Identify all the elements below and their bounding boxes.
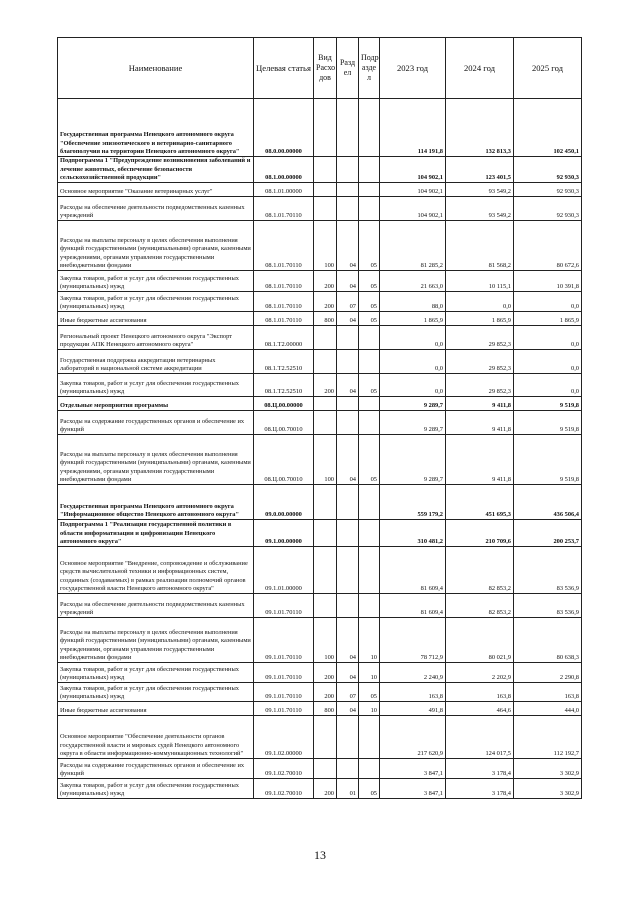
- budget-table: [57, 37, 582, 799]
- cell-y2025: 83 536,9: [514, 547, 582, 594]
- cell-name: Подпрограмма 1 "Реализация государственной политики в области информатизации и цифровизации Ненецкого автономного округа": [58, 520, 254, 547]
- table-row: [58, 312, 582, 326]
- cell-pr: 05: [359, 683, 380, 702]
- table-row: [58, 292, 582, 312]
- cell-y2023: 0,0: [380, 326, 446, 350]
- cell-y2023: 9 289,7: [380, 397, 446, 411]
- cell-vid: 100: [314, 221, 337, 271]
- table-row: [58, 716, 582, 759]
- cell-name: Государственная программа Ненецкого автономного округа "Обеспечение эпизоотического и ветеринарно-санитарного благополучия на территории Ненецкого автономного округа": [58, 99, 254, 157]
- cell-code: 08.Ц.00.70010: [254, 435, 314, 485]
- cell-code: 09.1.01.70110: [254, 618, 314, 663]
- cell-rz: [337, 197, 359, 221]
- header-section: Разд ел: [337, 38, 359, 99]
- cell-y2023: 81 285,2: [380, 221, 446, 271]
- cell-name: Государственная программа Ненецкого автономного округа "Информационное общество Ненецкого автономного округа": [58, 485, 254, 520]
- cell-code: 09.1.01.70110: [254, 663, 314, 683]
- cell-rz: [337, 547, 359, 594]
- cell-y2025: 3 302,9: [514, 779, 582, 799]
- cell-y2024: 3 178,4: [446, 779, 514, 799]
- cell-code: 09.1.01.70110: [254, 683, 314, 702]
- cell-y2025: 444,0: [514, 702, 582, 716]
- cell-y2025: 80 672,6: [514, 221, 582, 271]
- cell-vid: [314, 350, 337, 374]
- cell-y2023: 9 289,7: [380, 411, 446, 435]
- cell-name: Основное мероприятие "Оказание ветеринарных услуг": [58, 183, 254, 197]
- cell-vid: 200: [314, 374, 337, 397]
- cell-rz: 04: [337, 221, 359, 271]
- cell-y2025: 3 302,9: [514, 759, 582, 779]
- cell-pr: 10: [359, 663, 380, 683]
- table-row: [58, 221, 582, 271]
- cell-vid: [314, 157, 337, 183]
- cell-y2024: 464,6: [446, 702, 514, 716]
- cell-pr: [359, 485, 380, 520]
- cell-y2025: 1 865,9: [514, 312, 582, 326]
- cell-code: 08.1.Т2.52510: [254, 350, 314, 374]
- cell-name: Иные бюджетные ассигнования: [58, 702, 254, 716]
- cell-name: Отдельные мероприятия программы: [58, 397, 254, 411]
- cell-vid: 200: [314, 271, 337, 292]
- cell-rz: [337, 326, 359, 350]
- cell-name: Закупка товаров, работ и услуг для обеспечения государственных (муниципальных) нужд: [58, 683, 254, 702]
- cell-code: 09.1.01.70110: [254, 594, 314, 618]
- cell-pr: [359, 197, 380, 221]
- cell-y2024: 9 411,8: [446, 411, 514, 435]
- cell-vid: [314, 99, 337, 157]
- cell-rz: [337, 520, 359, 547]
- cell-y2023: 104 902,1: [380, 197, 446, 221]
- cell-name: Закупка товаров, работ и услуг для обеспечения государственных (муниципальных) нужд: [58, 271, 254, 292]
- cell-y2023: 88,0: [380, 292, 446, 312]
- header-expense-type: Вид Расхо дов: [314, 38, 337, 99]
- cell-code: 09.1.01.00000: [254, 547, 314, 594]
- cell-vid: [314, 183, 337, 197]
- cell-y2024: 9 411,8: [446, 397, 514, 411]
- cell-y2024: 29 852,3: [446, 350, 514, 374]
- cell-y2025: 92 930,3: [514, 197, 582, 221]
- cell-pr: [359, 520, 380, 547]
- cell-y2025: 0,0: [514, 326, 582, 350]
- cell-rz: 04: [337, 271, 359, 292]
- header-year-2024: 2024 год: [446, 38, 514, 99]
- cell-name: Расходы на выплаты персоналу в целях обеспечения выполнения функций государственными (муниципальными) органами, казенными учреждениями, органами управления государственными внебюджетными фондами: [58, 221, 254, 271]
- table-row: [58, 197, 582, 221]
- cell-name: Основное мероприятие "Обеспечение деятельности органов государственной власти и мировых судей Ненецкого автономного округа в области информационно-коммуникационных технологий": [58, 716, 254, 759]
- cell-y2023: 491,8: [380, 702, 446, 716]
- cell-name: Расходы на обеспечение деятельности подведомственных казенных учреждений: [58, 594, 254, 618]
- cell-pr: [359, 157, 380, 183]
- cell-name: Закупка товаров, работ и услуг для обеспечения государственных (муниципальных) нужд: [58, 779, 254, 799]
- cell-y2025: 102 450,1: [514, 99, 582, 157]
- cell-y2025: 0,0: [514, 292, 582, 312]
- cell-vid: 800: [314, 312, 337, 326]
- cell-rz: [337, 157, 359, 183]
- cell-y2023: 21 663,0: [380, 271, 446, 292]
- cell-y2024: 93 549,2: [446, 197, 514, 221]
- cell-y2024: 81 568,2: [446, 221, 514, 271]
- cell-y2024: 10 115,1: [446, 271, 514, 292]
- cell-code: 08.1.01.70110: [254, 197, 314, 221]
- table-row: [58, 759, 582, 779]
- cell-y2024: 210 709,6: [446, 520, 514, 547]
- cell-y2025: 2 290,8: [514, 663, 582, 683]
- cell-y2024: 0,0: [446, 292, 514, 312]
- cell-y2023: 1 865,9: [380, 312, 446, 326]
- cell-pr: [359, 183, 380, 197]
- cell-rz: 04: [337, 435, 359, 485]
- header-year-2025: 2025 год: [514, 38, 582, 99]
- program-row: [58, 485, 582, 520]
- cell-y2024: 3 178,4: [446, 759, 514, 779]
- cell-name: Расходы на содержание государственных органов и обеспечение их функций: [58, 759, 254, 779]
- cell-y2023: 559 179,2: [380, 485, 446, 520]
- cell-y2023: 9 289,7: [380, 435, 446, 485]
- cell-name: Иные бюджетные ассигнования: [58, 312, 254, 326]
- cell-y2023: 104 902,1: [380, 183, 446, 197]
- cell-y2023: 310 481,2: [380, 520, 446, 547]
- cell-y2025: 92 930,3: [514, 157, 582, 183]
- table-row: [58, 594, 582, 618]
- cell-rz: 07: [337, 292, 359, 312]
- cell-name: Закупка товаров, работ и услуг для обеспечения государственных (муниципальных) нужд: [58, 374, 254, 397]
- cell-code: 08.1.01.70110: [254, 271, 314, 292]
- cell-vid: 100: [314, 435, 337, 485]
- cell-y2025: 9 519,8: [514, 397, 582, 411]
- cell-rz: [337, 716, 359, 759]
- cell-code: 08.1.00.00000: [254, 157, 314, 183]
- header-year-2023: 2023 год: [380, 38, 446, 99]
- cell-rz: [337, 759, 359, 779]
- cell-y2025: 200 253,7: [514, 520, 582, 547]
- cell-rz: [337, 411, 359, 435]
- cell-y2024: 9 411,8: [446, 435, 514, 485]
- cell-y2024: 2 202,9: [446, 663, 514, 683]
- cell-code: 08.1.Т2.00000: [254, 326, 314, 350]
- cell-code: 09.1.02.70010: [254, 759, 314, 779]
- cell-vid: 200: [314, 663, 337, 683]
- header-row: [58, 38, 582, 99]
- cell-pr: [359, 411, 380, 435]
- cell-y2023: 217 620,9: [380, 716, 446, 759]
- cell-name: Расходы на выплаты персоналу в целях обеспечения выполнения функций государственными (муниципальными) органами, казенными учреждениями, органами управления государственными внебюджетными фондами: [58, 618, 254, 663]
- cell-name: Основное мероприятие "Внедрение, сопровождение и обслуживание средств вычислительной техники и информационных систем, созданных (создаваемых) в рамках реализации полномочий органов государственной власти Ненецкого автономного округа": [58, 547, 254, 594]
- cell-code: 09.1.00.00000: [254, 520, 314, 547]
- cell-y2024: 163,8: [446, 683, 514, 702]
- cell-y2023: 163,8: [380, 683, 446, 702]
- table-row: [58, 779, 582, 799]
- cell-code: 09.1.02.70010: [254, 779, 314, 799]
- cell-vid: 200: [314, 683, 337, 702]
- cell-name: Региональный проект Ненецкого автономного округа "Экспорт продукции АПК Ненецкого автономного округа": [58, 326, 254, 350]
- cell-y2024: 82 853,2: [446, 547, 514, 594]
- cell-vid: [314, 485, 337, 520]
- cell-vid: [314, 547, 337, 594]
- cell-rz: [337, 485, 359, 520]
- header-subsection: Подр азде л: [359, 38, 380, 99]
- cell-y2023: 78 712,9: [380, 618, 446, 663]
- table-row: [58, 702, 582, 716]
- cell-y2025: 10 391,8: [514, 271, 582, 292]
- cell-name: Расходы на содержание государственных органов и обеспечение их функций: [58, 411, 254, 435]
- cell-y2024: 82 853,2: [446, 594, 514, 618]
- table-row: [58, 326, 582, 350]
- cell-code: 08.1.01.00000: [254, 183, 314, 197]
- cell-y2025: 0,0: [514, 374, 582, 397]
- cell-pr: [359, 759, 380, 779]
- cell-pr: [359, 99, 380, 157]
- cell-y2024: 80 021,9: [446, 618, 514, 663]
- cell-y2024: 124 017,5: [446, 716, 514, 759]
- cell-pr: 05: [359, 292, 380, 312]
- subprogram-row: [58, 520, 582, 547]
- cell-rz: 04: [337, 312, 359, 326]
- table-row: [58, 183, 582, 197]
- cell-pr: 05: [359, 312, 380, 326]
- cell-pr: [359, 547, 380, 594]
- table-row: [58, 618, 582, 663]
- cell-y2023: 114 191,8: [380, 99, 446, 157]
- cell-y2024: 123 401,5: [446, 157, 514, 183]
- cell-y2025: 9 519,8: [514, 435, 582, 485]
- cell-y2024: 29 852,3: [446, 374, 514, 397]
- program-row: [58, 99, 582, 157]
- cell-y2023: 0,0: [380, 350, 446, 374]
- cell-y2025: 163,8: [514, 683, 582, 702]
- cell-name: Закупка товаров, работ и услуг для обеспечения государственных (муниципальных) нужд: [58, 663, 254, 683]
- cell-vid: 100: [314, 618, 337, 663]
- cell-y2024: 132 813,3: [446, 99, 514, 157]
- cell-y2023: 2 240,9: [380, 663, 446, 683]
- cell-rz: 04: [337, 374, 359, 397]
- cell-pr: [359, 350, 380, 374]
- cell-vid: [314, 397, 337, 411]
- header-target-article: Целевая статья: [254, 38, 314, 99]
- cell-pr: 05: [359, 221, 380, 271]
- cell-pr: 05: [359, 779, 380, 799]
- table-row: [58, 411, 582, 435]
- cell-rz: 04: [337, 618, 359, 663]
- cell-pr: 05: [359, 271, 380, 292]
- cell-code: 08.1.Т2.52510: [254, 374, 314, 397]
- cell-code: 09.1.01.70110: [254, 702, 314, 716]
- cell-pr: [359, 326, 380, 350]
- table-body: [58, 99, 582, 799]
- cell-vid: [314, 411, 337, 435]
- cell-rz: [337, 594, 359, 618]
- cell-y2025: 0,0: [514, 350, 582, 374]
- table-row: [58, 663, 582, 683]
- cell-code: 08.1.01.70110: [254, 221, 314, 271]
- cell-pr: [359, 594, 380, 618]
- cell-code: 08.1.01.70110: [254, 312, 314, 326]
- cell-code: 08.0.00.00000: [254, 99, 314, 157]
- cell-y2023: 104 902,1: [380, 157, 446, 183]
- table-row: [58, 435, 582, 485]
- table-row: [58, 374, 582, 397]
- cell-rz: 04: [337, 663, 359, 683]
- cell-code: 08.Ц.00.70010: [254, 411, 314, 435]
- cell-name: Закупка товаров, работ и услуг для обеспечения государственных (муниципальных) нужд: [58, 292, 254, 312]
- cell-code: 08.Ц.00.00000: [254, 397, 314, 411]
- cell-vid: 200: [314, 779, 337, 799]
- cell-name: Государственная поддержка аккредитации ветеринарных лабораторий в национальной системе аккредитации: [58, 350, 254, 374]
- page-number: 13: [314, 848, 326, 862]
- subprogram-row: [58, 397, 582, 411]
- cell-vid: [314, 520, 337, 547]
- cell-name: Подпрограмма 1 "Предупреждение возникновения заболеваний и лечение животных, обеспечение безопасности сельскохозяйственной продукции": [58, 157, 254, 183]
- cell-y2023: 3 847,1: [380, 759, 446, 779]
- cell-pr: 10: [359, 702, 380, 716]
- cell-y2024: 451 695,3: [446, 485, 514, 520]
- cell-rz: [337, 183, 359, 197]
- subprogram-row: [58, 157, 582, 183]
- cell-rz: 07: [337, 683, 359, 702]
- cell-pr: [359, 397, 380, 411]
- cell-vid: 800: [314, 702, 337, 716]
- cell-y2024: 93 549,2: [446, 183, 514, 197]
- table-row: [58, 547, 582, 594]
- cell-vid: [314, 326, 337, 350]
- cell-y2024: 29 852,3: [446, 326, 514, 350]
- cell-vid: [314, 759, 337, 779]
- header-name: Наименование: [58, 38, 254, 99]
- cell-rz: 01: [337, 779, 359, 799]
- cell-name: Расходы на выплаты персоналу в целях обеспечения выполнения функций государственными (муниципальными) органами, казенными учреждениями, органами управления государственными внебюджетными фондами: [58, 435, 254, 485]
- cell-vid: [314, 716, 337, 759]
- cell-rz: [337, 397, 359, 411]
- cell-y2025: 436 506,4: [514, 485, 582, 520]
- cell-rz: 04: [337, 702, 359, 716]
- cell-vid: [314, 197, 337, 221]
- cell-y2025: 80 638,3: [514, 618, 582, 663]
- cell-y2023: 0,0: [380, 374, 446, 397]
- cell-y2025: 112 192,7: [514, 716, 582, 759]
- cell-y2025: 92 930,3: [514, 183, 582, 197]
- cell-pr: 05: [359, 374, 380, 397]
- cell-pr: [359, 716, 380, 759]
- table-row: [58, 350, 582, 374]
- cell-y2025: 9 519,8: [514, 411, 582, 435]
- cell-code: 09.1.02.00000: [254, 716, 314, 759]
- cell-y2023: 81 609,4: [380, 547, 446, 594]
- cell-pr: 10: [359, 618, 380, 663]
- cell-pr: 05: [359, 435, 380, 485]
- table-row: [58, 683, 582, 702]
- cell-code: 09.0.00.00000: [254, 485, 314, 520]
- cell-name: Расходы на обеспечение деятельности подведомственных казенных учреждений: [58, 197, 254, 221]
- cell-y2023: 3 847,1: [380, 779, 446, 799]
- table-row: [58, 271, 582, 292]
- cell-y2023: 81 609,4: [380, 594, 446, 618]
- cell-y2025: 83 536,9: [514, 594, 582, 618]
- cell-vid: 200: [314, 292, 337, 312]
- cell-vid: [314, 594, 337, 618]
- cell-rz: [337, 99, 359, 157]
- cell-code: 08.1.01.70110: [254, 292, 314, 312]
- cell-y2024: 1 865,9: [446, 312, 514, 326]
- cell-rz: [337, 350, 359, 374]
